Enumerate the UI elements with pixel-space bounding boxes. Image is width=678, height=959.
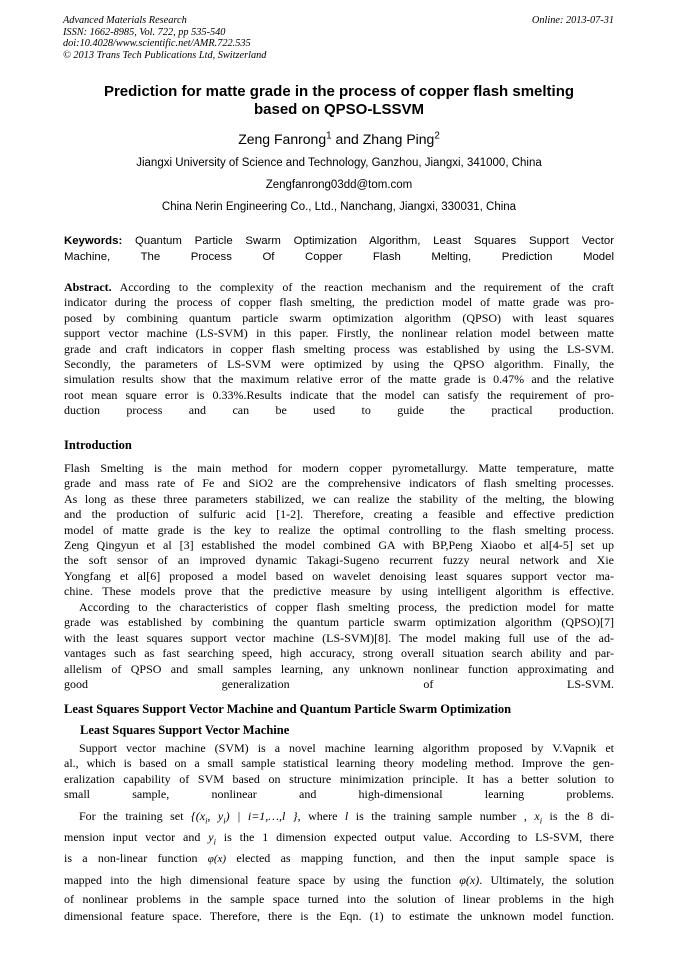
section-heading-lssvm-qpso: Least Squares Support Vector Machine and Quantum Particle Swarm Optimization [64, 702, 512, 716]
abstract-line: support vector machine (LS-SVM) in this paper. Firstly, the nonlinear relation model between matte [64, 326, 614, 341]
body-line: chine. These models prove that the predictive measure by using intelligent algorithm is effective. [64, 584, 614, 599]
body-line: mapped into the high dimensional feature space by using the function φ(x). Ultimately, the solution [64, 873, 615, 887]
abstract-line: simulation results show that the maximum relative error of the matte grade is 0.47% and the relative [64, 372, 614, 387]
body-line: grade and mass rate of Fe and SiO2 are the comprehensive indicators of flash smelting processes. [64, 476, 614, 491]
abstract-label: Abstract. [64, 280, 112, 294]
title-line-1: Prediction for matte grade in the process of copper flash smelting [103, 83, 575, 100]
body-line: For the training set {($x_i$, $y_i$) | i=1,…,l }, where l is the training sample number , $x_i$ is the 8 di- [79, 809, 615, 826]
abstract-line: root mean square error is 0.33%.Results indicate that the model can satisfy the requirement of pro- [64, 387, 614, 402]
body-line: Yongfang et al[6] proposed a model based on wavelet denoising least squares support vector ma- [64, 568, 614, 583]
introduction-paragraph-1 [64, 461, 614, 600]
section-heading-introduction: Introduction [64, 438, 132, 452]
author-list [64, 130, 614, 148]
body-line: Flash Smelting is the main method for modern copper pyrometallurgy. Matte temperature, matte [64, 461, 614, 475]
body-line: As long as these three parameters stabilized, we can realize the stability of the melting, the blowing [64, 491, 614, 506]
doi-line: doi:10.4028/www.scientific.net/AMR.722.535 [63, 38, 251, 50]
body-line: small sample, nonlinear and high-dimensional learning problems. [64, 787, 614, 802]
author-2: Zhang Ping [362, 131, 435, 147]
body-line: is a non-linear function φ(x) elected as mapping function, and then the input sample space is [64, 851, 614, 865]
body-line: good generalization of LS-SVM. [64, 677, 614, 692]
body-line: According to the characteristics of copper flash smelting process, the prediction model for matte [79, 600, 614, 614]
author-2-affil-mark: 2 [434, 130, 440, 142]
body-line: Zeng Qingyun et al [3] established the model combined GA with BP,Peng Xiaobo et al[4-5] set up [64, 538, 614, 553]
journal-header [63, 15, 266, 61]
body-line: of nonlinear problems in the sample space turned into the solution of linear problems in the high [64, 892, 614, 906]
issn-line: ISSN: 1662-8985, Vol. 722, pp 535-540 [63, 26, 226, 38]
author-1-affil-mark: 1 [326, 130, 332, 142]
body-line: the soft sensor of an improved dynamic Takagi-Sugeno recurrent fuzzy neural network and Xie [64, 553, 614, 568]
body-line: model of matte grade is the key to realize the optimal controlling to the flash smelting process. [64, 522, 614, 537]
paper-title [64, 83, 614, 119]
body-line: and the production of sulfuric acid [1-2]. Therefore, creating a feasible and effective prediction [64, 507, 614, 522]
abstract-line: posed by combining quantum particle swarm optimization algorithm (QPSO) with least squares [64, 310, 614, 325]
phi-function: φ(x) [459, 873, 480, 887]
body-line: grade was established by combining the quantum particle swarm optimization algorithm (QPSO)[7] [64, 615, 614, 630]
keywords [64, 233, 614, 265]
body-line: allelism of QPSO and small samples learning, any unknown nonlinear function approximating and [64, 661, 614, 676]
lssvm-paragraph-2 [64, 806, 614, 925]
lssvm-paragraph-1 [64, 741, 614, 803]
training-set-formula: {($x_i$, $y_i$) | i=1,…,l } [190, 809, 298, 826]
keywords-line-1: Quantum Particle Swarm Optimization Algorithm, Least Squares Support Vector [135, 235, 614, 247]
copyright-line: © 2013 Trans Tech Publications Ltd, Switzerland [63, 49, 267, 61]
body-line: mension input vector and $y_i$ is the 1 dimension expected output value. According to LS-SVM, there [64, 830, 615, 847]
abstract-line: According to the complexity of the reaction mechanism and the requirement of the craft [119, 280, 614, 294]
title-line-2: based on QPSO-LSSVM [253, 101, 425, 118]
introduction-paragraph-2 [64, 600, 614, 692]
body-line: with the least squares support vector machine (LS-SVM)[8]. The model making full use of the ad- [64, 630, 614, 645]
affiliation-2: China Nerin Engineering Co., Ltd., Nanchang, Jiangxi, 330031, China [161, 201, 517, 213]
keywords-label: Keywords: [64, 235, 123, 247]
body-line: dimensional feature space. Therefore, there is the Eqn. (1) to estimate the unknown model function. [64, 909, 614, 923]
body-line: al., which is based on a small sample statistical learning theory modeling method. Improve the gen- [64, 756, 614, 771]
body-line: Support vector machine (SVM) is a novel machine learning algorithm proposed by V.Vapnik et [79, 741, 614, 755]
affiliation-1: Jiangxi University of Science and Technology, Ganzhou, Jiangxi, 341000, China [136, 157, 542, 169]
keywords-line-2: Machine, The Process Of Copper Flash Melting, Prediction Model [64, 251, 614, 263]
body-line: eralization capability of SVM based on structure minimization principle. It has a better solution to [64, 771, 614, 786]
abstract-line: Secondly, the parameters of LS-SVM were optimized by using the QPSO algorithm. Finally, the [64, 357, 614, 372]
author-1: Zeng Fanrong [238, 131, 327, 147]
abstract-line: duction process and can be used to guide the practical production. [64, 403, 614, 418]
abstract-line: grade and craft indicators in copper flash smelting process was established by using the LS-SVM. [64, 341, 614, 356]
online-date: Online: 2013-07-31 [531, 15, 614, 26]
subsection-heading-lssvm: Least Squares Support Vector Machine [80, 723, 290, 737]
author-email: Zengfanrong03dd@tom.com [265, 179, 413, 191]
body-line: vantages such as fast searching speed, high accuracy, strong overall situation search ability and par- [64, 646, 614, 661]
abstract-line: indicator during the process of copper flash smelting, the prediction model of matte grade was pro- [64, 295, 614, 310]
author-separator: and [331, 131, 363, 147]
abstract [64, 280, 614, 419]
journal-name: Advanced Materials Research [63, 15, 187, 26]
phi-function: φ(x) [207, 853, 227, 865]
